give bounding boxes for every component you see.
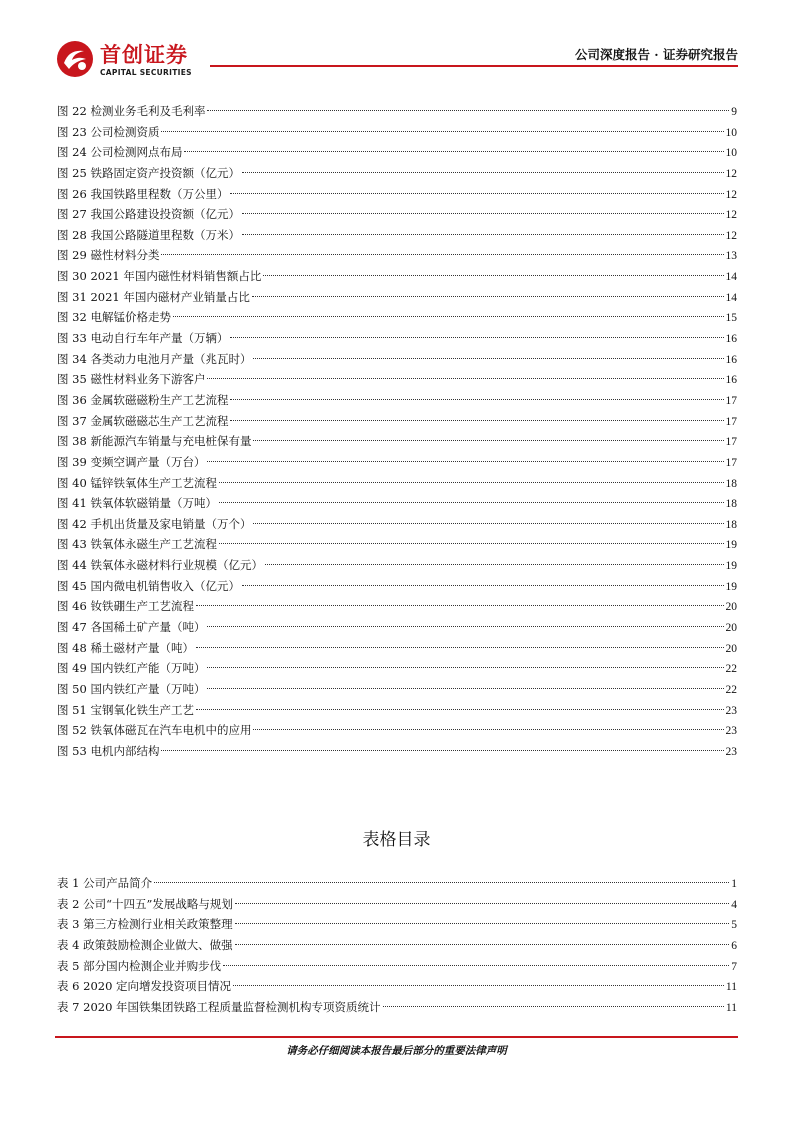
dot-leader bbox=[263, 275, 723, 276]
dot-leader bbox=[242, 213, 724, 214]
toc-figure-item[interactable] bbox=[57, 328, 737, 349]
toc-figure-item[interactable] bbox=[57, 534, 737, 555]
toc-figure-item[interactable] bbox=[57, 390, 737, 411]
dot-leader bbox=[265, 564, 724, 565]
dot-leader bbox=[173, 316, 724, 317]
toc-page-number: 7 bbox=[731, 960, 737, 973]
toc-figure-item[interactable] bbox=[57, 369, 737, 390]
dot-leader bbox=[253, 729, 723, 730]
toc-entry-label: 图 52 铁氧体磁瓦在汽车电机中的应用 bbox=[57, 723, 252, 738]
toc-figure-item[interactable] bbox=[57, 122, 737, 143]
toc-entry-label: 图 41 铁氧体软磁销量（万吨） bbox=[57, 496, 217, 511]
toc-figure-item[interactable] bbox=[57, 225, 737, 246]
dot-leader bbox=[253, 440, 723, 441]
toc-entry-label: 图 38 新能源汽车销量与充电桩保有量 bbox=[57, 434, 252, 449]
toc-entry-label: 表 6 2020 定向增发投资项目情况 bbox=[57, 979, 232, 994]
toc-entry-label: 图 28 我国公路隧道里程数（万米） bbox=[57, 227, 240, 242]
dot-leader bbox=[196, 605, 724, 606]
toc-entry-label: 图 42 手机出货量及家电销量（万个） bbox=[57, 516, 252, 531]
dot-leader bbox=[161, 254, 723, 255]
toc-entry-label: 图 22 检测业务毛利及毛利率 bbox=[57, 104, 206, 118]
toc-entry-label: 图 27 我国公路建设投资额（亿元） bbox=[57, 207, 240, 222]
dot-leader bbox=[207, 378, 723, 379]
toc-figure-item[interactable] bbox=[57, 679, 737, 700]
header-divider bbox=[210, 65, 738, 67]
toc-table-item[interactable] bbox=[57, 976, 737, 997]
dot-leader bbox=[207, 461, 723, 462]
toc-page-number: 16 bbox=[725, 374, 737, 387]
dot-leader bbox=[252, 296, 724, 297]
toc-page-number: 23 bbox=[725, 725, 737, 738]
toc-figure-item[interactable] bbox=[57, 555, 737, 576]
toc-figure-item[interactable] bbox=[57, 184, 737, 205]
toc-page-number: 11 bbox=[725, 981, 737, 994]
toc-page-number: 13 bbox=[725, 250, 737, 263]
logo-english-name: CAPITAL SECURITIES bbox=[100, 68, 192, 77]
report-type-title: 公司深度报告 · 证券研究报告 bbox=[574, 47, 738, 62]
toc-entry-label: 图 39 变频空调产量（万台） bbox=[57, 454, 206, 469]
toc-table-item[interactable] bbox=[57, 914, 737, 935]
dot-leader bbox=[219, 502, 724, 503]
dot-leader bbox=[242, 172, 724, 173]
toc-entry-label: 图 45 国内微电机销售收入（亿元） bbox=[57, 578, 240, 593]
toc-figure-item[interactable] bbox=[57, 741, 737, 762]
dot-leader bbox=[230, 193, 723, 194]
toc-page-number: 22 bbox=[725, 663, 737, 676]
toc-page-number: 19 bbox=[725, 539, 737, 552]
dot-leader bbox=[235, 903, 729, 904]
toc-entry-label: 图 50 国内铁红产量（万吨） bbox=[57, 681, 206, 696]
dot-leader bbox=[223, 965, 729, 966]
toc-table-item[interactable] bbox=[57, 935, 737, 956]
toc-page-number: 22 bbox=[725, 683, 737, 696]
toc-page-number: 18 bbox=[725, 498, 737, 511]
page-header bbox=[55, 30, 738, 82]
toc-page-number: 20 bbox=[725, 601, 737, 614]
dot-leader bbox=[161, 131, 723, 132]
toc-figure-item[interactable] bbox=[57, 411, 737, 432]
toc-figure-item[interactable] bbox=[57, 596, 737, 617]
toc-figure-item[interactable] bbox=[57, 163, 737, 184]
toc-figure-item[interactable] bbox=[57, 266, 737, 287]
toc-page-number: 18 bbox=[725, 477, 737, 490]
toc-page-number: 17 bbox=[725, 415, 737, 428]
toc-figure-item[interactable] bbox=[57, 493, 737, 514]
dot-leader bbox=[207, 667, 723, 668]
toc-page-number: 20 bbox=[725, 642, 737, 655]
toc-entry-label: 表 5 部分国内检测企业并购步伐 bbox=[57, 958, 222, 973]
toc-entry-label: 图 23 公司检测资质 bbox=[57, 124, 160, 139]
toc-entry-label: 图 37 金属软磁磁芯生产工艺流程 bbox=[57, 413, 229, 428]
dot-leader bbox=[219, 482, 724, 483]
dot-leader bbox=[230, 399, 723, 400]
toc-table-item[interactable] bbox=[57, 894, 737, 915]
toc-entry-label: 图 47 各国稀土矿产量（吨） bbox=[57, 620, 206, 635]
dot-leader bbox=[235, 923, 730, 924]
toc-page-number: 1 bbox=[731, 878, 737, 890]
toc-page-number: 17 bbox=[725, 456, 737, 469]
dot-leader bbox=[383, 1006, 724, 1007]
toc-table-item[interactable] bbox=[57, 956, 737, 977]
toc-entry-label: 表 1 公司产品简介 bbox=[57, 876, 153, 890]
figure-toc-list bbox=[57, 101, 737, 762]
toc-page-number: 23 bbox=[725, 704, 737, 717]
toc-page-number: 12 bbox=[725, 229, 737, 242]
toc-entry-label: 图 35 磁性材料业务下游客户 bbox=[57, 372, 206, 387]
dot-leader bbox=[207, 626, 723, 627]
toc-figure-item[interactable] bbox=[57, 473, 737, 494]
dot-leader bbox=[253, 358, 723, 359]
toc-page-number: 18 bbox=[725, 518, 737, 531]
toc-figure-item[interactable] bbox=[57, 204, 737, 225]
dot-leader bbox=[230, 420, 723, 421]
toc-entry-label: 图 36 金属软磁磁粉生产工艺流程 bbox=[57, 392, 229, 407]
toc-entry-label: 图 46 钕铁硼生产工艺流程 bbox=[57, 599, 194, 614]
toc-figure-item[interactable] bbox=[57, 349, 737, 370]
legal-disclaimer: 请务必仔细阅读本报告最后部分的重要法律声明 bbox=[286, 1045, 507, 1057]
toc-entry-label: 图 31 2021 年国内磁材产业销量占比 bbox=[57, 289, 250, 304]
toc-page-number: 20 bbox=[725, 622, 737, 635]
toc-entry-label: 图 26 我国铁路里程数（万公里） bbox=[57, 186, 229, 201]
toc-entry-label: 图 40 锰锌铁氧体生产工艺流程 bbox=[57, 475, 217, 490]
toc-page-number: 5 bbox=[731, 919, 737, 932]
toc-entry-label: 图 44 铁氧体永磁材料行业规模（亿元） bbox=[57, 558, 263, 573]
toc-entry-label: 图 32 电解锰价格走势 bbox=[57, 310, 171, 325]
toc-figure-item[interactable] bbox=[57, 245, 737, 266]
toc-entry-label: 图 49 国内铁红产能（万吨） bbox=[57, 661, 206, 676]
toc-figure-item[interactable] bbox=[57, 576, 737, 597]
toc-figure-item[interactable] bbox=[57, 452, 737, 473]
toc-page-number: 19 bbox=[725, 580, 737, 593]
dot-leader bbox=[233, 985, 724, 986]
dot-leader bbox=[207, 110, 729, 111]
toc-page-number: 10 bbox=[725, 147, 737, 160]
toc-entry-label: 图 29 磁性材料分类 bbox=[57, 248, 160, 263]
toc-figure-item[interactable] bbox=[57, 700, 737, 721]
toc-entry-label: 图 53 电机内部结构 bbox=[57, 743, 160, 758]
dot-leader bbox=[196, 647, 724, 648]
toc-figure-item[interactable] bbox=[57, 658, 737, 679]
toc-page-number: 16 bbox=[725, 333, 737, 346]
table-toc-heading: 表格目录 bbox=[362, 830, 431, 850]
toc-page-number: 17 bbox=[725, 436, 737, 449]
toc-page-number: 23 bbox=[725, 745, 737, 758]
toc-figure-item[interactable] bbox=[57, 617, 737, 638]
toc-page-number: 14 bbox=[725, 271, 737, 284]
toc-page-number: 16 bbox=[725, 353, 737, 366]
toc-entry-label: 图 51 宝钢氧化铁生产工艺 bbox=[57, 702, 194, 717]
toc-page-number: 12 bbox=[725, 188, 737, 201]
toc-entry-label: 图 34 各类动力电池月产量（兆瓦时） bbox=[57, 351, 252, 366]
dot-leader bbox=[253, 523, 723, 524]
toc-table-item[interactable] bbox=[57, 997, 737, 1018]
toc-entry-label: 表 4 政策鼓励检测企业做大、做强 bbox=[57, 937, 233, 952]
capital-securities-logo-icon bbox=[55, 39, 95, 79]
dot-leader bbox=[161, 750, 723, 751]
dot-leader bbox=[242, 234, 724, 235]
toc-page-number: 12 bbox=[725, 209, 737, 222]
dot-leader bbox=[154, 882, 729, 883]
toc-entry-label: 表 2 公司“十四五”发展战略与规划 bbox=[57, 896, 233, 911]
toc-table-item[interactable] bbox=[57, 873, 737, 894]
logo-chinese-name: 首创证券 bbox=[100, 43, 188, 67]
toc-entry-label: 图 30 2021 年国内磁性材料销售额占比 bbox=[57, 269, 262, 284]
toc-page-number: 19 bbox=[725, 560, 737, 573]
toc-figure-item[interactable] bbox=[57, 307, 737, 328]
toc-page-number: 10 bbox=[725, 126, 737, 139]
toc-figure-item[interactable] bbox=[57, 101, 737, 122]
toc-page-number: 4 bbox=[731, 898, 737, 911]
toc-entry-label: 图 48 稀土磁材产量（吨） bbox=[57, 640, 194, 655]
dot-leader bbox=[235, 944, 730, 945]
dot-leader bbox=[196, 709, 724, 710]
dot-leader bbox=[219, 543, 724, 544]
dot-leader bbox=[184, 151, 723, 152]
toc-page-number: 6 bbox=[731, 939, 737, 952]
dot-leader bbox=[242, 585, 724, 586]
toc-figure-item[interactable] bbox=[57, 720, 737, 741]
toc-figure-item[interactable] bbox=[57, 287, 737, 308]
toc-entry-label: 表 3 第三方检测行业相关政策整理 bbox=[57, 917, 233, 932]
toc-entry-label: 图 24 公司检测网点布局 bbox=[57, 145, 183, 160]
dot-leader bbox=[207, 688, 723, 689]
toc-entry-label: 图 25 铁路固定资产投资额（亿元） bbox=[57, 165, 240, 180]
toc-entry-label: 图 43 铁氧体永磁生产工艺流程 bbox=[57, 537, 217, 552]
footer-divider bbox=[55, 1036, 738, 1038]
toc-entry-label: 表 7 2020 年国铁集团铁路工程质量监督检测机构专项资质统计 bbox=[57, 999, 381, 1014]
toc-entry-label: 图 33 电动自行车年产量（万辆） bbox=[57, 331, 229, 346]
toc-page-number: 15 bbox=[725, 312, 737, 325]
toc-figure-item[interactable] bbox=[57, 638, 737, 659]
toc-figure-item[interactable] bbox=[57, 431, 737, 452]
toc-page-number: 12 bbox=[725, 167, 737, 180]
toc-figure-item[interactable] bbox=[57, 142, 737, 163]
dot-leader bbox=[230, 337, 723, 338]
table-toc-list bbox=[57, 873, 737, 1017]
toc-page-number: 9 bbox=[731, 106, 737, 118]
toc-page-number: 11 bbox=[725, 1001, 737, 1014]
toc-page-number: 17 bbox=[725, 394, 737, 407]
toc-figure-item[interactable] bbox=[57, 514, 737, 535]
toc-page-number: 14 bbox=[725, 291, 737, 304]
